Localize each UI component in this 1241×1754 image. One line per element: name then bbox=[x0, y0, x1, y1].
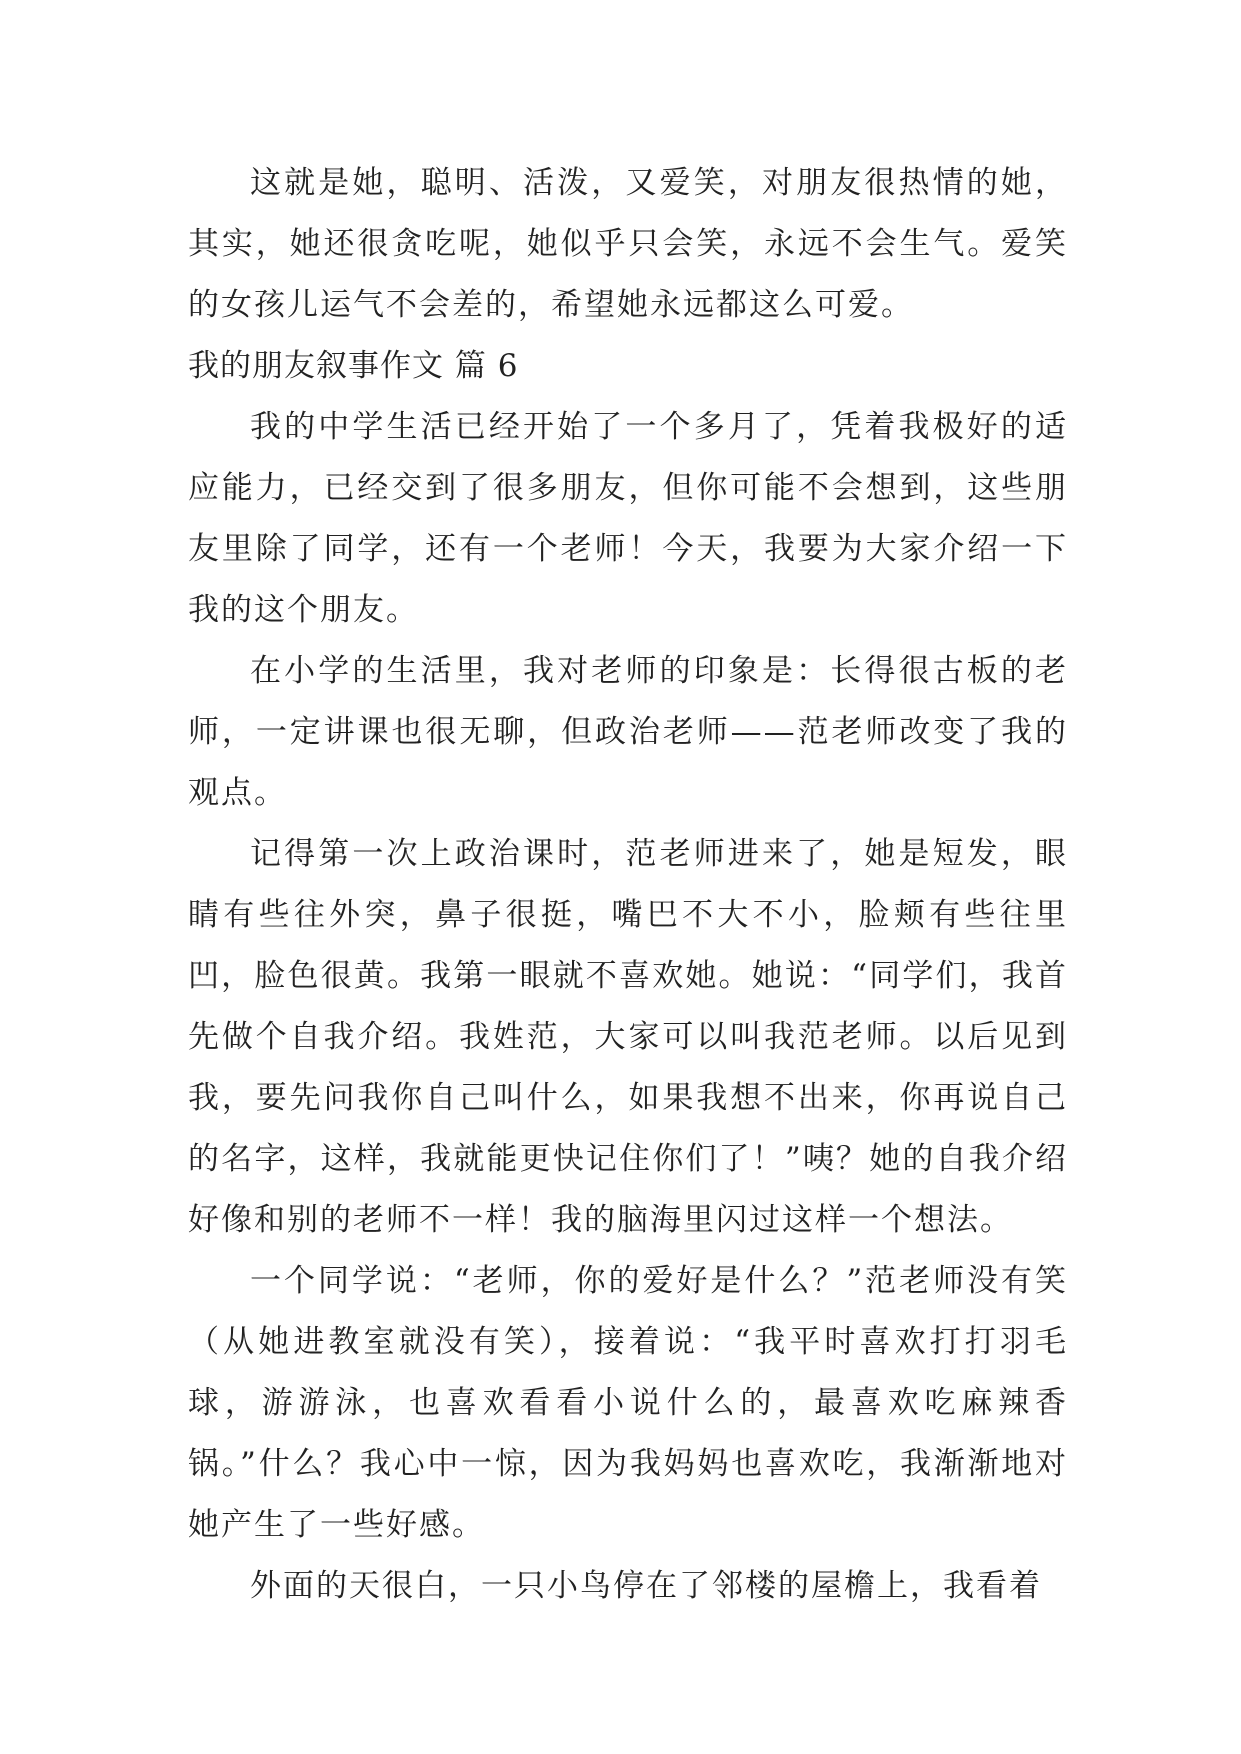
paragraph-2: 我的中学生活已经开始了一个多月了，凭着我极好的适应能力，已经交到了很多朋友，但你可能不会想到，这些朋友里除了同学，还有一个老师！今天，我要为大家介绍一下我的这个朋友。 bbox=[188, 409, 1068, 628]
paragraph-3: 在小学的生活里，我对老师的印象是：长得很古板的老师，一定讲课也很无聊，但政治老师——范老师改变了我的观点。 bbox=[188, 653, 1068, 811]
paragraph-1: 这就是她，聪明、活泼，又爱笑，对朋友很热情的她，其实，她还很贪吃呢，她似乎只会笑，永远不会生气。爱笑的女孩儿运气不会差的，希望她永远都这么可爱。 bbox=[188, 165, 1068, 323]
section-heading: 我的朋友叙事作文 篇 6 bbox=[188, 348, 519, 384]
document-body bbox=[188, 153, 1068, 1617]
paragraph-4: 记得第一次上政治课时，范老师进来了，她是短发，眼睛有些往外突，鼻子很挺，嘴巴不大不小，脸颊有些往里凹，脸色很黄。我第一眼就不喜欢她。她说：“同学们，我首先做个自我介绍。我姓范，大家可以叫我范老师。以后见到我，要先问我你自己叫什么，如果我想不出来，你再说自己的名字，这样，我就能更快记住你们了！”咦？她的自我介绍好像和别的老师不一样！我的脑海里闪过这样一个想法。 bbox=[188, 836, 1068, 1238]
paragraph-6: 外面的天很白，一只小鸟停在了邻楼的屋檐上，我看着 bbox=[250, 1568, 1042, 1604]
paragraph-5: 一个同学说：“老师，你的爱好是什么？”范老师没有笑（从她进教室就没有笑），接着说：“我平时喜欢打打羽毛球，游游泳，也喜欢看看小说什么的，最喜欢吃麻辣香锅。”什么？我心中一惊，因为我妈妈也喜欢吃，我渐渐地对她产生了一些好感。 bbox=[188, 1263, 1068, 1543]
